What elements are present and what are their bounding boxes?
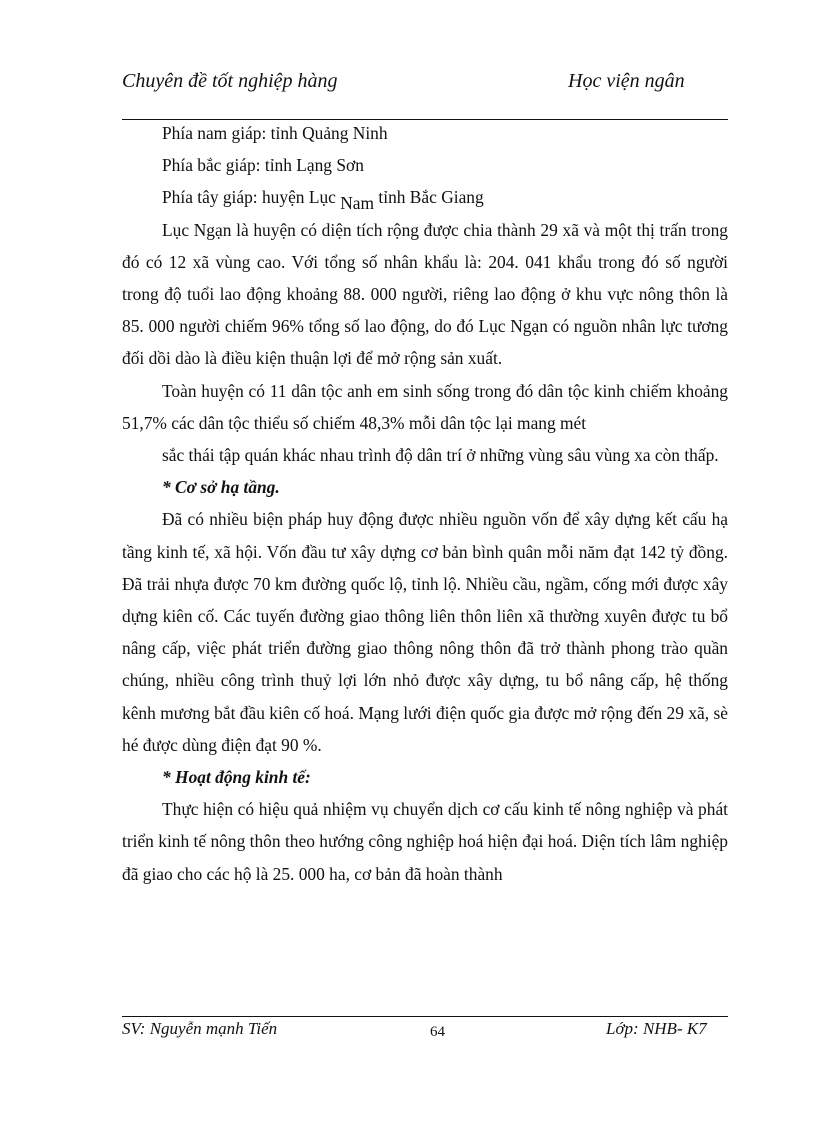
- paragraph-border-west: [122, 181, 728, 213]
- paragraph-infrastructure: Đã có nhiều biện pháp huy động được nhiều nguồn vốn để xây dựng kết cấu hạ tầng kinh tế, xã hội. Vốn đầu tư xây dựng cơ bản bình quân mỗi năm đạt 142 tỷ đồng. Đã trải nhựa được 70 km đường quốc lộ, tỉnh lộ. Nhiều cầu, ngầm, cống mới được xây dựng kiên cố. Các tuyến đường giao thông liên thôn liên xã thường xuyên được tu bổ nâng cấp, việc phát triển đường giao thông nông thôn đã trở thành phong trào quần chúng, nhiều công trình thuỷ lợi lớn nhỏ được xây dựng, tu bổ nâng cấp, hệ thống kênh mương bắt đầu kiên cố hoá. Mạng lưới điện quốc gia được mở rộng đến 29 xã, sè hé được dùng điện đạt 90 %.: [122, 509, 728, 755]
- document-body: [122, 117, 728, 890]
- paragraph-border-north: Phía bắc giáp: tỉnh Lạng Sơn: [162, 155, 364, 176]
- footer-class: Lớp: NHB- K7: [606, 1019, 707, 1038]
- heading-infrastructure: * Cơ sở hạ tầng.: [162, 477, 280, 498]
- border-west-text: Phía tây giáp: huyện Lục: [162, 187, 336, 208]
- page-number: 64: [430, 1024, 445, 1040]
- paragraph-ethnic-groups: Toàn huyện có 11 dân tộc anh em sinh sống trong đó dân tộc kinh chiếm khoảng 51,7% các dân tộc thiểu số chiếm 48,3% mỗi dân tộc lại mang mét: [122, 380, 728, 433]
- heading-economic-activity: * Hoạt động kinh tế:: [162, 767, 311, 788]
- footer-student-name: SV: Nguyễn mạnh Tiến: [122, 1019, 278, 1038]
- border-west-subscript: Nam: [340, 193, 375, 214]
- paragraph-border-south: Phía nam giáp: tỉnh Quảng Ninh: [162, 123, 388, 143]
- paragraph-economic-activity: Thực hiện có hiệu quả nhiệm vụ chuyển dịch cơ cấu kinh tế nông nghiệp và phát triển kinh tế nông thôn theo hướng công nghiệp hoá hiện đại hoá. Diện tích lâm nghiệp đã giao cho các hộ là 25. 000 ha, cơ bản đã hoàn thành: [122, 799, 728, 884]
- header-left-title: Chuyên đề tốt nghiệp hàng: [122, 70, 338, 92]
- paragraph-population: Lục Ngạn là huyện có diện tích rộng được chia thành 29 xã và một thị trấn trong đó có 12 xã vùng cao. Với tổng số nhân khẩu là: 204. 041 khẩu trong đó số người trong độ tuổi lao động khoảng 88. 000 người, riêng lao động ở khu vực nông thôn là 85. 000 người chiếm 96% tổng số lao động, do đó Lục Ngạn có nguồn nhân lực tương đối dồi dào là điều kiện thuận lợi để mở rộng sản xuất.: [122, 219, 728, 369]
- footer-divider: [122, 1016, 728, 1017]
- paragraph-customs: sắc thái tập quán khác nhau trình độ dân trí ở những vùng sâu vùng xa còn thấp.: [162, 445, 719, 466]
- header-right-title: Học viện ngân: [568, 70, 685, 92]
- border-west-text-end: tỉnh Bắc Giang: [378, 187, 484, 208]
